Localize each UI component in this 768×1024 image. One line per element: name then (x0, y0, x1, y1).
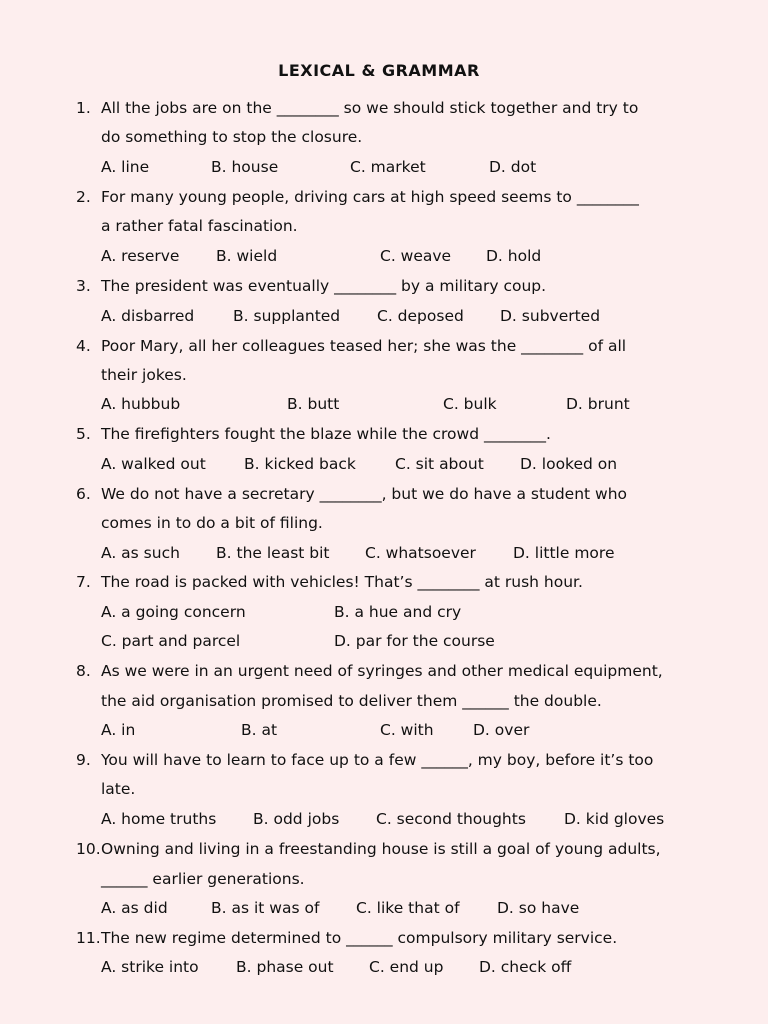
option-d: D. so have (497, 899, 580, 917)
question-text: comes in to do a bit of filing. (101, 514, 323, 532)
option-d: D. brunt (566, 395, 630, 413)
question-number: 5. (76, 425, 91, 443)
question-text: the aid organisation promised to deliver them ______ the double. (101, 692, 602, 710)
option-d: D. hold (486, 247, 542, 265)
option-b: B. phase out (236, 958, 334, 976)
option-c: C. whatsoever (365, 544, 476, 562)
option-c: C. with (380, 721, 434, 739)
question-number: 3. (76, 277, 91, 295)
option-d: D. over (473, 721, 530, 739)
option-c: C. end up (369, 958, 444, 976)
option-d: D. kid gloves (564, 810, 665, 828)
option-c: C. second thoughts (376, 810, 526, 828)
option-b: B. a hue and cry (334, 603, 462, 621)
option-a: A. walked out (101, 455, 206, 473)
question-text: The road is packed with vehicles! That’s ________ at rush hour. (101, 573, 583, 591)
option-c: C. deposed (377, 307, 464, 325)
option-c: C. sit about (395, 455, 484, 473)
question-text: late. (101, 780, 136, 798)
question-text: Poor Mary, all her colleagues teased her; she was the ________ of all (101, 337, 627, 355)
page-title: LEXICAL & GRAMMAR (278, 61, 480, 80)
option-a: A. reserve (101, 247, 180, 265)
question-number: 2. (76, 188, 91, 206)
question-number: 1. (76, 99, 91, 117)
question-text: All the jobs are on the ________ so we should stick together and try to (101, 99, 639, 117)
option-d: D. dot (489, 158, 537, 176)
question-text: ______ earlier generations. (101, 870, 305, 888)
option-a: A. line (101, 158, 150, 176)
question-number: 4. (76, 337, 91, 355)
question-text: The new regime determined to ______ compulsory military service. (101, 929, 618, 947)
question-number: 9. (76, 751, 91, 769)
question-text: For many young people, driving cars at high speed seems to ________ (101, 188, 639, 206)
option-c: C. like that of (356, 899, 460, 917)
option-c: C. bulk (443, 395, 497, 413)
option-b: B. house (211, 158, 279, 176)
option-b: B. odd jobs (253, 810, 340, 828)
question-text: their jokes. (101, 366, 187, 384)
option-b: B. the least bit (216, 544, 330, 562)
option-a: A. hubbub (101, 395, 181, 413)
question-text: You will have to learn to face up to a few ______, my boy, before it’s too (101, 751, 654, 769)
option-a: A. home truths (101, 810, 217, 828)
option-d: D. check off (479, 958, 572, 976)
option-b: B. as it was of (211, 899, 320, 917)
question-number: 7. (76, 573, 91, 591)
option-c: C. market (350, 158, 426, 176)
option-d: D. par for the course (334, 632, 495, 650)
option-b: B. at (241, 721, 278, 739)
option-a: A. as did (101, 899, 168, 917)
question-text: The firefighters fought the blaze while the crowd ________. (101, 425, 551, 443)
option-b: B. supplanted (233, 307, 341, 325)
option-d: D. looked on (520, 455, 618, 473)
question-number: 6. (76, 485, 91, 503)
question-text: Owning and living in a freestanding house is still a goal of young adults, (101, 840, 661, 858)
question-text: do something to stop the closure. (101, 128, 363, 146)
option-d: D. subverted (500, 307, 601, 325)
option-b: B. kicked back (244, 455, 356, 473)
question-number: 8. (76, 662, 91, 680)
question-number: 11. (76, 929, 101, 947)
option-b: B. butt (287, 395, 340, 413)
option-a: A. as such (101, 544, 180, 562)
option-d: D. little more (513, 544, 615, 562)
option-b: B. wield (216, 247, 278, 265)
question-text: a rather fatal fascination. (101, 217, 298, 235)
option-a: A. strike into (101, 958, 199, 976)
option-c: C. part and parcel (101, 632, 241, 650)
question-text: As we were in an urgent need of syringes and other medical equipment, (101, 662, 663, 680)
option-c: C. weave (380, 247, 452, 265)
question-number: 10. (76, 840, 101, 858)
question-text: We do not have a secretary ________, but we do have a student who (101, 485, 628, 503)
option-a: A. in (101, 721, 136, 739)
option-a: A. a going concern (101, 603, 246, 621)
option-a: A. disbarred (101, 307, 195, 325)
question-text: The president was eventually ________ by a military coup. (101, 277, 547, 295)
